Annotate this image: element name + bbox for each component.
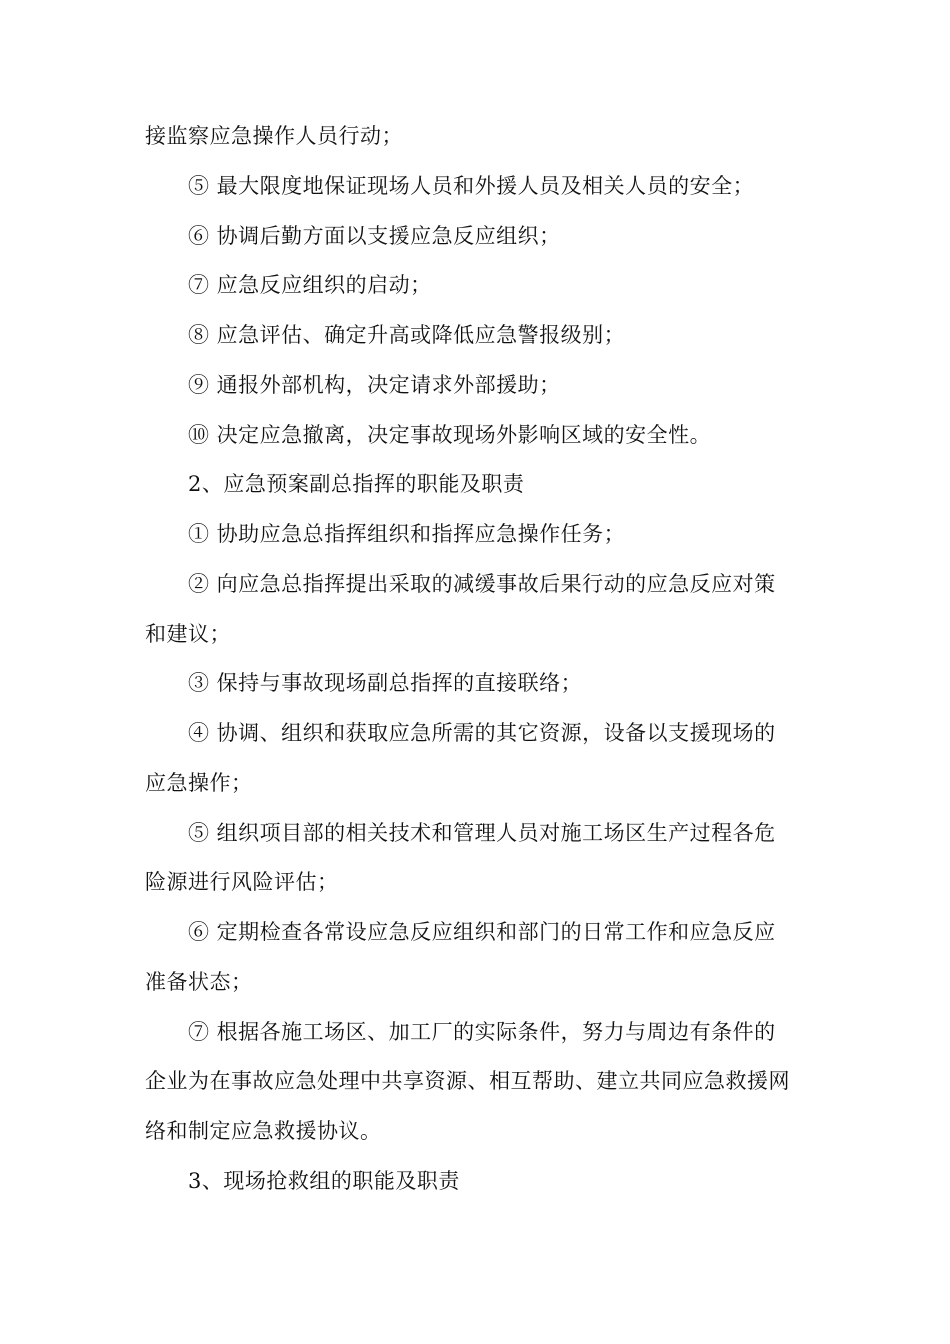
- text-line: 险源进行风险评估；: [145, 870, 339, 894]
- list-item: ④ 协调、组织和获取应急所需的其它资源，设备以支援现场的: [188, 721, 776, 745]
- list-item: ⑧ 应急评估、确定升高或降低应急警报级别；: [188, 323, 626, 347]
- list-item: ⑤ 组织项目部的相关技术和管理人员对施工场区生产过程各危: [188, 821, 776, 845]
- section-heading: 2、应急预案副总指挥的职能及职责: [188, 472, 525, 496]
- list-item: ③ 保持与事故现场副总指挥的直接联络；: [188, 671, 583, 695]
- text-line: 准备状态；: [145, 970, 253, 994]
- list-item: ⑨ 通报外部机构，决定请求外部援助；: [188, 373, 561, 397]
- list-item: ⑥ 定期检查各常设应急反应组织和部门的日常工作和应急反应: [188, 920, 776, 944]
- section-heading: 3、现场抢救组的职能及职责: [188, 1169, 460, 1193]
- list-item: ⑦ 根据各施工场区、加工厂的实际条件，努力与周边有条件的: [188, 1020, 776, 1044]
- list-item: ⑩ 决定应急撤离，决定事故现场外影响区域的安全性。: [188, 423, 712, 447]
- list-item: ⑤ 最大限度地保证现场人员和外援人员及相关人员的安全；: [188, 174, 755, 198]
- list-item: ① 协助应急总指挥组织和指挥应急操作任务；: [188, 522, 626, 546]
- list-item: ⑥ 协调后勤方面以支援应急反应组织；: [188, 224, 561, 248]
- text-line: 企业为在事故应急处理中共享资源、相互帮助、建立共同应急救援网: [145, 1069, 790, 1093]
- list-item: ② 向应急总指挥提出采取的减缓事故后果行动的应急反应对策: [188, 572, 776, 596]
- text-line: 络和制定应急救援协议。: [145, 1119, 382, 1143]
- text-line: 和建议；: [145, 622, 231, 646]
- list-item: ⑦ 应急反应组织的启动；: [188, 273, 432, 297]
- text-line: 应急操作；: [145, 771, 253, 795]
- text-line: 接监察应急操作人员行动；: [145, 124, 403, 148]
